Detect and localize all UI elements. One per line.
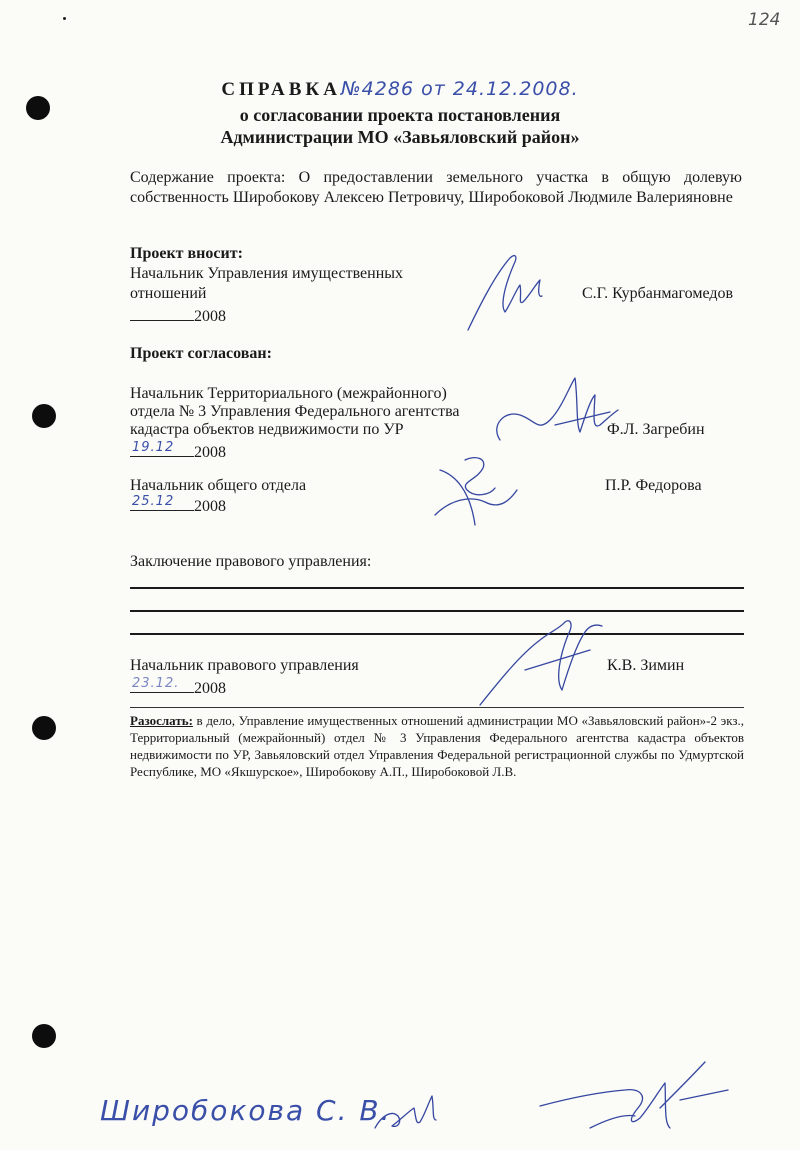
approver-1-position-2: отдела № 3 Управления Федерального агентства xyxy=(130,403,460,420)
project-content: Содержание проекта: О предоставлении земельного участка в общую долевую собственность Широбокову Алексею Петровичу, Широбоковой Людмиле Валерияновне xyxy=(130,169,742,206)
punch-hole xyxy=(32,716,56,740)
document-title xyxy=(0,78,800,101)
legal-position: Начальник правового управления xyxy=(130,657,359,674)
signature-legal xyxy=(470,610,610,710)
handwritten-date: 25.12 xyxy=(132,494,175,509)
conclusion-line xyxy=(130,633,744,635)
signature-approver-2 xyxy=(425,440,525,530)
handwritten-date: 23.12. xyxy=(132,676,180,691)
date-year: 2008 xyxy=(194,680,226,697)
speck xyxy=(63,17,66,20)
conclusion-line xyxy=(130,587,744,589)
submitter-name: С.Г. Курбанмагомедов xyxy=(582,285,734,302)
punch-hole xyxy=(32,404,56,428)
submitter-heading: Проект вносит: xyxy=(130,245,243,262)
legal-conclusion-label: Заключение правового управления: xyxy=(130,553,372,570)
submitter-position-1: Начальник Управления имущественных xyxy=(130,265,404,282)
date-year: 2008 xyxy=(194,498,226,515)
date-year: 2008 xyxy=(194,308,226,325)
date-year: 2008 xyxy=(194,444,226,461)
approver-1-position-3: кадастра объектов недвижимости по УР xyxy=(130,421,404,438)
separator-line xyxy=(130,707,744,708)
signature-footer-right xyxy=(530,1048,730,1138)
distribution-text: в дело, Управление имущественных отношений администрации МО «Завьяловский район»-2 экз., Территориальный (межрайонный) отдел № 3 Управления Федерального агентства кадастра объектов недвижимости по УР, Завьяловский отдел Управления Федеральной регистрационной службы по Удмуртской Республике, МО «Якшурское», Широбокову А.П., Широбоковой Л.В. xyxy=(130,713,744,779)
signature-submitter xyxy=(460,250,570,340)
legal-name: К.В. Зимин xyxy=(607,657,685,674)
approver-1-position-1: Начальник Территориального (межрайонного) xyxy=(130,385,447,402)
legal-date xyxy=(130,676,226,699)
conclusion-line xyxy=(130,610,744,612)
date-blank xyxy=(130,304,194,321)
submitter-position-2: отношений xyxy=(130,285,207,302)
handwritten-name: Широбокова С. В. xyxy=(100,1094,392,1127)
distribution-label: Разослать: xyxy=(130,713,193,728)
approver-1-date xyxy=(130,440,226,463)
handwritten-date: 19.12 xyxy=(132,440,175,455)
distribution-list xyxy=(130,712,744,780)
title-text: СПРАВКА xyxy=(221,79,341,100)
approver-2-date xyxy=(130,494,226,517)
subtitle-line-1: о согласовании проекта постановления xyxy=(239,105,561,125)
approver-2-position-1: Начальник общего отдела xyxy=(130,477,307,494)
approver-1-name: Ф.Л. Загребин xyxy=(607,421,705,438)
submitter-date xyxy=(130,304,226,327)
punch-hole xyxy=(32,1024,56,1048)
approver-2-name: П.Р. Федорова xyxy=(605,477,702,494)
registration-number: №4286 от 24.12.2008. xyxy=(340,78,579,100)
approval-heading: Проект согласован: xyxy=(130,345,272,362)
page-number: 124 xyxy=(748,10,781,30)
subtitle-line-2: Администрации МО «Завьяловский район» xyxy=(220,127,580,147)
